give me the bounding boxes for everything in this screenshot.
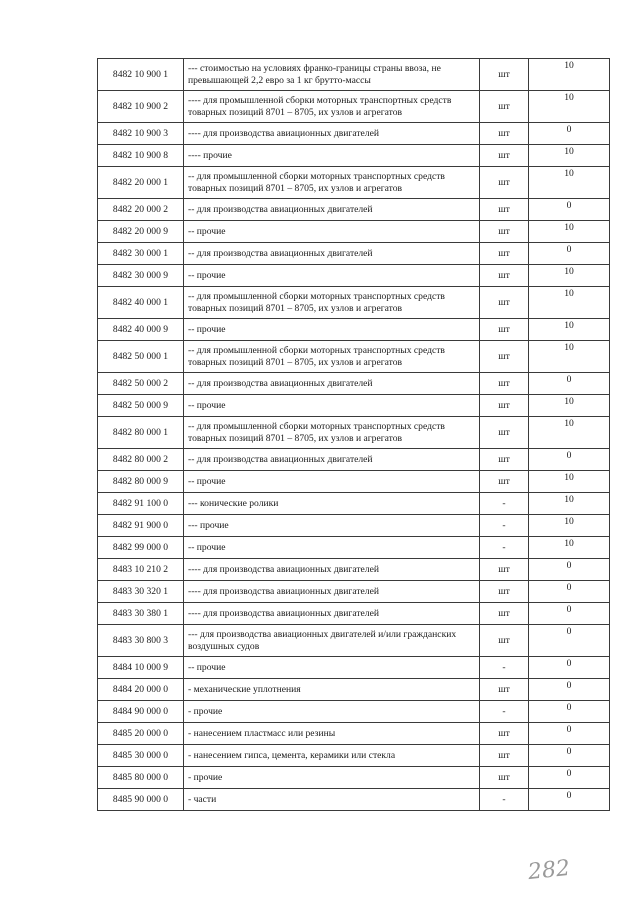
unit-of-measure: шт — [480, 265, 529, 287]
duty-rate: 10 — [529, 493, 610, 515]
unit-of-measure: шт — [480, 745, 529, 767]
table-row — [98, 537, 610, 559]
unit-of-measure: шт — [480, 679, 529, 701]
table-row — [98, 679, 610, 701]
table-row — [98, 789, 610, 811]
duty-rate: 10 — [529, 537, 610, 559]
unit-of-measure: шт — [480, 199, 529, 221]
unit-of-measure: шт — [480, 471, 529, 493]
tariff-code: 8483 30 320 1 — [98, 581, 184, 603]
duty-rate: 0 — [529, 581, 610, 603]
item-description: ---- прочие — [184, 145, 480, 167]
unit-of-measure: шт — [480, 145, 529, 167]
table-row — [98, 745, 610, 767]
table-row — [98, 603, 610, 625]
unit-of-measure: шт — [480, 167, 529, 199]
duty-rate: 0 — [529, 449, 610, 471]
unit-of-measure: шт — [480, 287, 529, 319]
unit-of-measure: шт — [480, 319, 529, 341]
unit-of-measure: шт — [480, 341, 529, 373]
tariff-code: 8482 91 100 0 — [98, 493, 184, 515]
table-row — [98, 515, 610, 537]
duty-rate: 10 — [529, 341, 610, 373]
tariff-code: 8485 90 000 0 — [98, 789, 184, 811]
item-description: - прочие — [184, 701, 480, 723]
duty-rate: 0 — [529, 603, 610, 625]
tariff-code: 8482 10 900 1 — [98, 59, 184, 91]
item-description: - нанесением гипса, цемента, керамики или стекла — [184, 745, 480, 767]
tariff-code: 8482 40 000 1 — [98, 287, 184, 319]
unit-of-measure: шт — [480, 603, 529, 625]
duty-rate: 0 — [529, 767, 610, 789]
duty-rate: 10 — [529, 515, 610, 537]
item-description: ---- для промышленной сборки моторных транспортных средств товарных позиций 8701 – 8705, их узлов и агрегатов — [184, 91, 480, 123]
item-description: --- для производства авиационных двигателей и/или гражданских воздушных судов — [184, 625, 480, 657]
unit-of-measure: - — [480, 493, 529, 515]
unit-of-measure: шт — [480, 91, 529, 123]
tariff-code: 8484 90 000 0 — [98, 701, 184, 723]
unit-of-measure: шт — [480, 59, 529, 91]
tariff-code: 8485 80 000 0 — [98, 767, 184, 789]
tariff-code: 8482 80 000 9 — [98, 471, 184, 493]
table-row — [98, 581, 610, 603]
unit-of-measure: - — [480, 515, 529, 537]
item-description: -- прочие — [184, 537, 480, 559]
item-description: -- прочие — [184, 657, 480, 679]
table-row — [98, 559, 610, 581]
table-row — [98, 221, 610, 243]
duty-rate: 0 — [529, 745, 610, 767]
duty-rate: 0 — [529, 625, 610, 657]
tariff-code: 8483 10 210 2 — [98, 559, 184, 581]
unit-of-measure: - — [480, 701, 529, 723]
table-row — [98, 471, 610, 493]
item-description: -- для производства авиационных двигателей — [184, 199, 480, 221]
duty-rate: 10 — [529, 319, 610, 341]
table-row — [98, 199, 610, 221]
unit-of-measure: шт — [480, 581, 529, 603]
table-row — [98, 341, 610, 373]
item-description: - прочие — [184, 767, 480, 789]
item-description: -- прочие — [184, 265, 480, 287]
duty-rate: 10 — [529, 167, 610, 199]
item-description: --- стоимостью на условиях франко-границы страны ввоза, не превышающей 2,2 евро за 1 кг брутто-массы — [184, 59, 480, 91]
duty-rate: 10 — [529, 145, 610, 167]
tariff-code: 8482 20 000 1 — [98, 167, 184, 199]
tariff-code: 8482 50 000 9 — [98, 395, 184, 417]
table-row — [98, 723, 610, 745]
unit-of-measure: шт — [480, 559, 529, 581]
table-row — [98, 417, 610, 449]
tariff-code: 8484 20 000 0 — [98, 679, 184, 701]
tariff-code: 8482 40 000 9 — [98, 319, 184, 341]
item-description: -- прочие — [184, 319, 480, 341]
table-row — [98, 145, 610, 167]
duty-rate: 10 — [529, 395, 610, 417]
item-description: ---- для производства авиационных двигателей — [184, 581, 480, 603]
item-description: - механические уплотнения — [184, 679, 480, 701]
tariff-code: 8483 30 380 1 — [98, 603, 184, 625]
item-description: -- для производства авиационных двигателей — [184, 449, 480, 471]
item-description: -- прочие — [184, 221, 480, 243]
item-description: ---- для производства авиационных двигателей — [184, 603, 480, 625]
table-row — [98, 493, 610, 515]
tariff-code: 8482 20 000 2 — [98, 199, 184, 221]
unit-of-measure: шт — [480, 767, 529, 789]
handwritten-page-number: 282 — [526, 855, 572, 886]
duty-rate: 10 — [529, 59, 610, 91]
tariff-code: 8482 20 000 9 — [98, 221, 184, 243]
item-description: ---- для производства авиационных двигателей — [184, 559, 480, 581]
duty-rate: 0 — [529, 123, 610, 145]
item-description: ---- для производства авиационных двигателей — [184, 123, 480, 145]
tariff-code: 8482 10 900 2 — [98, 91, 184, 123]
item-description: --- конические ролики — [184, 493, 480, 515]
table-row — [98, 287, 610, 319]
tariff-code: 8484 10 000 9 — [98, 657, 184, 679]
tariff-code: 8482 50 000 2 — [98, 373, 184, 395]
duty-rate: 10 — [529, 417, 610, 449]
duty-rate: 0 — [529, 199, 610, 221]
table-row — [98, 319, 610, 341]
table-row — [98, 91, 610, 123]
tariff-code: 8482 30 000 1 — [98, 243, 184, 265]
unit-of-measure: шт — [480, 417, 529, 449]
table-row — [98, 123, 610, 145]
unit-of-measure: - — [480, 657, 529, 679]
unit-of-measure: шт — [480, 625, 529, 657]
duty-rate: 0 — [529, 243, 610, 265]
duty-rate: 0 — [529, 679, 610, 701]
tariff-code: 8482 10 900 3 — [98, 123, 184, 145]
table-row — [98, 59, 610, 91]
duty-rate: 10 — [529, 91, 610, 123]
duty-rate: 0 — [529, 559, 610, 581]
duty-rate: 10 — [529, 287, 610, 319]
table-row — [98, 625, 610, 657]
table-row — [98, 767, 610, 789]
tariff-code: 8485 30 000 0 — [98, 745, 184, 767]
table-row — [98, 657, 610, 679]
duty-rate: 0 — [529, 723, 610, 745]
tariff-code: 8482 80 000 1 — [98, 417, 184, 449]
table-row — [98, 395, 610, 417]
unit-of-measure: шт — [480, 123, 529, 145]
duty-rate: 10 — [529, 265, 610, 287]
item-description: -- для промышленной сборки моторных транспортных средств товарных позиций 8701 – 8705, их узлов и агрегатов — [184, 287, 480, 319]
item-description: - части — [184, 789, 480, 811]
unit-of-measure: шт — [480, 723, 529, 745]
duty-rate: 0 — [529, 657, 610, 679]
table-row — [98, 449, 610, 471]
duty-rate: 10 — [529, 471, 610, 493]
tariff-code: 8482 99 000 0 — [98, 537, 184, 559]
tariff-code: 8482 80 000 2 — [98, 449, 184, 471]
item-description: -- для промышленной сборки моторных транспортных средств товарных позиций 8701 – 8705, их узлов и агрегатов — [184, 167, 480, 199]
unit-of-measure: шт — [480, 243, 529, 265]
unit-of-measure: шт — [480, 395, 529, 417]
duty-rate: 10 — [529, 221, 610, 243]
unit-of-measure: шт — [480, 221, 529, 243]
item-description: -- прочие — [184, 471, 480, 493]
duty-rate: 0 — [529, 789, 610, 811]
unit-of-measure: - — [480, 789, 529, 811]
unit-of-measure: шт — [480, 449, 529, 471]
item-description: -- для промышленной сборки моторных транспортных средств товарных позиций 8701 – 8705, их узлов и агрегатов — [184, 417, 480, 449]
unit-of-measure: - — [480, 537, 529, 559]
tariff-code: 8482 30 000 9 — [98, 265, 184, 287]
table-row — [98, 373, 610, 395]
tariff-code: 8483 30 800 3 — [98, 625, 184, 657]
item-description: -- для промышленной сборки моторных транспортных средств товарных позиций 8701 – 8705, их узлов и агрегатов — [184, 341, 480, 373]
item-description: - нанесением пластмасс или резины — [184, 723, 480, 745]
tariff-table-body — [98, 59, 610, 811]
tariff-code: 8485 20 000 0 — [98, 723, 184, 745]
item-description: -- для производства авиационных двигателей — [184, 373, 480, 395]
item-description: --- прочие — [184, 515, 480, 537]
unit-of-measure: шт — [480, 373, 529, 395]
duty-rate: 0 — [529, 373, 610, 395]
table-row — [98, 243, 610, 265]
item-description: -- для производства авиационных двигателей — [184, 243, 480, 265]
tariff-table — [97, 58, 610, 811]
item-description: -- прочие — [184, 395, 480, 417]
tariff-code: 8482 91 900 0 — [98, 515, 184, 537]
tariff-code: 8482 10 900 8 — [98, 145, 184, 167]
table-row — [98, 167, 610, 199]
tariff-code: 8482 50 000 1 — [98, 341, 184, 373]
duty-rate: 0 — [529, 701, 610, 723]
table-row — [98, 701, 610, 723]
table-row — [98, 265, 610, 287]
